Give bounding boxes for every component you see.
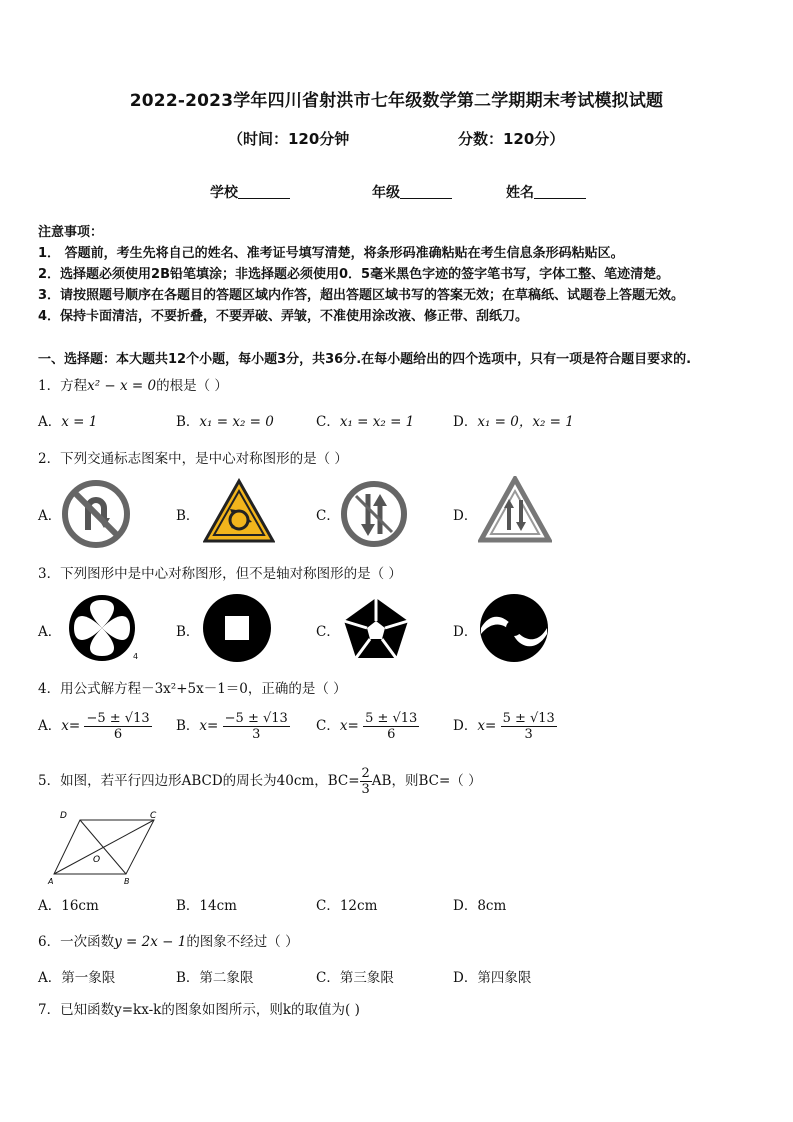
question-3-stem: 3．下列图形中是中心对称图形，但不是轴对称图形的是（ ） — [38, 566, 402, 582]
option-letter: D． — [453, 718, 478, 734]
option-value: x₁ = 0，x₂ = 1 — [477, 414, 574, 430]
numerator: −5 ± √13 — [86, 711, 150, 726]
parallelogram-abcd-diagram — [44, 808, 170, 888]
pentagon-flower-icon — [340, 594, 412, 662]
q5-stem-suffix: AB，则BC=（ ） — [371, 773, 482, 789]
q3-option-d[interactable] — [478, 592, 550, 664]
swirl-circle-icon — [478, 592, 550, 664]
numerator: 5 ± √13 — [365, 711, 418, 726]
q1-option-a[interactable] — [38, 410, 97, 430]
two-way-warning-sign-icon — [478, 476, 552, 544]
q3-option-d-label: D． — [453, 624, 478, 640]
q1-option-d[interactable] — [453, 410, 574, 430]
question-6-stem — [38, 930, 299, 950]
q6-option-b[interactable]: B．第二象限 — [176, 970, 254, 986]
option-letter: A． — [38, 718, 62, 734]
q2-option-d[interactable] — [478, 476, 552, 544]
denominator: 3 — [524, 727, 533, 742]
q1-stem-suffix: 的根是（ ） — [156, 378, 228, 394]
q4-option-d[interactable] — [453, 711, 557, 742]
q4-b-fraction — [223, 711, 290, 742]
q6-option-a[interactable]: A．第一象限 — [38, 970, 116, 986]
q6-equation: y = 2x − 1 — [114, 934, 187, 950]
q6-option-c[interactable]: C．第三象限 — [316, 970, 394, 986]
vertex-label-d: D — [60, 811, 67, 821]
option-letter: C． — [316, 718, 340, 734]
note-item: 2．选择题必须使用2B铅笔填涂；非选择题必须使用0．5毫米黑色字迹的签字笔书写，字体工整、笔迹清楚。 — [38, 267, 670, 282]
name-field — [506, 182, 586, 202]
q6-stem-suffix: 的图象不经过（ ） — [186, 934, 299, 950]
q5-option-d[interactable]: D．8cm — [453, 898, 507, 914]
question-2-stem: 2．下列交通标志图案中，是中心对称图形的是（ ） — [38, 451, 348, 467]
q6-stem-prefix: 6．一次函数 — [38, 934, 115, 950]
option-letter: D． — [453, 414, 478, 430]
option-x: x= — [61, 718, 81, 734]
q2-option-d-label: D． — [453, 508, 478, 524]
center-label-o: O — [93, 855, 101, 865]
note-item: 1． 答题前，考生先将自己的姓名、准考证号填写清楚，将条形码准确粘贴在考生信息条形码粘贴区。 — [38, 246, 624, 261]
option-letter: B． — [176, 414, 200, 430]
q4-c-fraction — [363, 711, 419, 742]
q2-option-a[interactable] — [60, 478, 132, 550]
option-value: x = 1 — [61, 414, 98, 430]
option-letter: C． — [316, 414, 340, 430]
roundabout-warning-sign-icon — [203, 478, 275, 544]
four-petal-circle-icon — [66, 592, 138, 664]
numerator: 2 — [361, 766, 370, 781]
notes-heading: 注意事项： — [38, 225, 104, 240]
question-5-stem — [38, 766, 482, 797]
q3-option-c-label: C． — [316, 624, 340, 640]
q2-option-a-label: A． — [38, 508, 62, 524]
q1-option-b[interactable] — [176, 410, 274, 430]
notes-block — [38, 222, 684, 327]
grade-label: 年级 — [372, 185, 400, 201]
q5-fraction — [360, 766, 372, 797]
denominator: 6 — [113, 727, 123, 742]
grade-field — [372, 182, 452, 202]
section-heading: 一、选择题：本大题共12个小题，每小题3分，共36分.在每小题给出的四个选项中，只有一项是符合题目要求的. — [38, 352, 692, 367]
option-value: x₁ = x₂ = 1 — [339, 414, 415, 430]
q1-equation: x² − x = 0 — [87, 378, 157, 394]
exam-score: 分数：120分） — [458, 130, 565, 148]
q6-option-d[interactable]: D．第四象限 — [453, 970, 532, 986]
q4-option-c[interactable] — [316, 711, 419, 742]
q5-option-b[interactable]: B．14cm — [176, 898, 237, 914]
school-field — [210, 182, 290, 202]
name-label: 姓名 — [506, 185, 534, 201]
exam-time: （时间：120分钟 — [228, 130, 350, 148]
q3-option-a[interactable] — [66, 592, 138, 664]
q3-small-mark: 4 — [133, 652, 139, 661]
question-1-stem — [38, 374, 228, 394]
q1-option-c[interactable] — [316, 410, 414, 430]
denominator: 3 — [361, 782, 370, 797]
option-value: x₁ = x₂ = 0 — [199, 414, 274, 430]
no-u-turn-sign-icon — [60, 478, 132, 550]
option-letter: B． — [176, 718, 200, 734]
parallelogram-figure — [44, 808, 170, 892]
note-item: 4．保持卡面清洁，不要折叠，不要弄破、弄皱，不准使用涂改液、修正带、刮纸刀。 — [38, 309, 529, 324]
denominator: 3 — [252, 727, 261, 742]
note-item: 3．请按照题号顺序在各题目的答题区域内作答，超出答题区域书写的答案无效；在草稿纸、试题卷上答题无效。 — [38, 288, 685, 303]
school-label: 学校 — [210, 185, 238, 201]
vertex-label-a: A — [48, 877, 54, 886]
numerator: −5 ± √13 — [224, 711, 288, 726]
vertex-label-c: C — [150, 811, 157, 821]
grade-blank — [400, 184, 452, 199]
q1-stem-prefix: 1．方程 — [38, 378, 88, 394]
option-letter: A． — [38, 414, 62, 430]
q2-option-b[interactable] — [203, 478, 275, 544]
option-x: x= — [199, 718, 219, 734]
name-blank — [534, 184, 586, 199]
exam-title: 2022-2023学年四川省射洪市七年级数学第二学期期末考试模拟试题 — [129, 91, 664, 111]
school-blank — [238, 184, 290, 199]
question-7-stem: 7．已知函数y=kx-k的图象如图所示，则k的取值为( ) — [38, 1002, 360, 1018]
q5-stem-prefix: 5．如图，若平行四边形ABCD的周长为40cm，BC= — [38, 773, 360, 789]
option-x: x= — [339, 718, 359, 734]
numerator: 5 ± √13 — [502, 711, 555, 726]
q2-option-c[interactable] — [338, 478, 410, 550]
denominator: 6 — [387, 727, 396, 742]
vertex-label-b: B — [124, 877, 130, 886]
option-x: x= — [477, 718, 497, 734]
q2-option-c-label: C． — [316, 508, 340, 524]
q4-option-a[interactable] — [38, 711, 152, 742]
q3-option-b[interactable] — [201, 592, 273, 664]
q4-d-fraction — [501, 711, 557, 742]
circle-with-square-icon — [201, 592, 273, 664]
q4-option-b[interactable] — [176, 711, 290, 742]
q5-option-a[interactable]: A．16cm — [38, 898, 99, 914]
two-way-traffic-sign-icon — [338, 478, 410, 550]
question-4-stem: 4．用公式解方程－3x²+5x－1＝0，正确的是（ ） — [38, 681, 347, 697]
q4-a-fraction — [84, 711, 151, 742]
q3-option-b-label: B． — [176, 624, 200, 640]
q2-option-b-label: B． — [176, 508, 200, 524]
q3-option-c[interactable] — [340, 594, 412, 662]
q5-option-c[interactable]: C．12cm — [316, 898, 378, 914]
q3-option-a-label: A． — [38, 624, 62, 640]
